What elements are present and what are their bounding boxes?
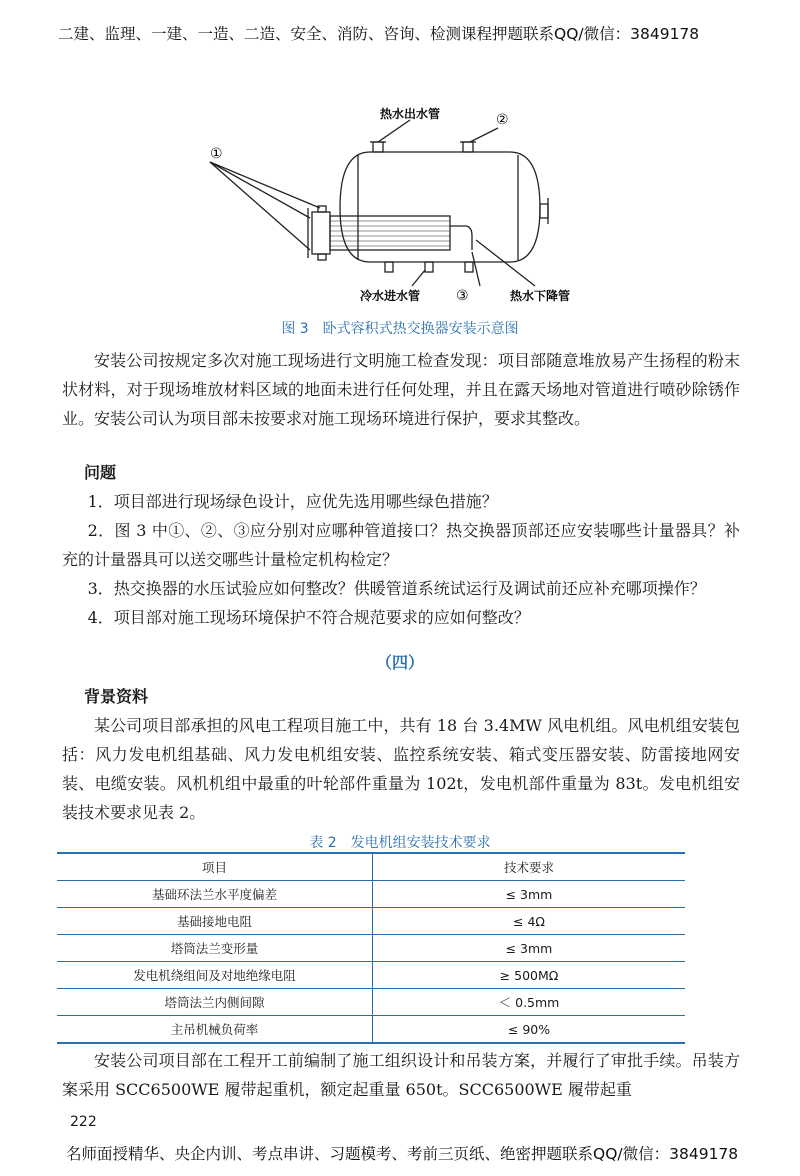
table-header-item: 项目: [57, 853, 373, 881]
questions-heading: 问题: [84, 463, 117, 482]
page-number: 222: [70, 1114, 97, 1130]
table-cell: ≤ 3mm: [373, 935, 686, 962]
table-row: [57, 881, 685, 908]
footer-banner: 名师面授精华、央企内训、考点串讲、习题模考、考前三页纸、绝密押题联系QQ/微信：3849178: [66, 1145, 739, 1163]
table-cell: 基础接地电阻: [57, 908, 373, 935]
mark-3: ③: [456, 288, 469, 304]
table-cell: ≤ 3mm: [373, 881, 686, 908]
table-cell: 主吊机械负荷率: [57, 1016, 373, 1044]
table-cell: ≤ 4Ω: [373, 908, 686, 935]
questions-block: [62, 458, 740, 632]
label-cold-water-inlet: 冷水进水管: [360, 289, 421, 303]
table-cell: 基础环法兰水平度偏差: [57, 881, 373, 908]
section-marker: （四）: [375, 653, 424, 672]
table-row: [57, 989, 685, 1016]
table-cell: ≤ 90%: [373, 1016, 686, 1044]
table-cell: 塔筒法兰内侧间隙: [57, 989, 373, 1016]
table-header-requirement: 技术要求: [373, 853, 686, 881]
table-cell: 发电机绕组间及对地绝缘电阻: [57, 962, 373, 989]
question-4: 4．项目部对施工现场环境保护不符合规范要求的应如何整改？: [87, 608, 530, 627]
paragraph-inspection: 安装公司按规定多次对施工现场进行文明施工检查发现：项目部随意堆放易产生扬程的粉末状材料，对于现场堆放材料区域的地面未进行任何处理，并且在露天场地对管道进行喷砂除锈作业。安装公司认为项目部未按要求对施工现场环境进行保护，要求其整改。: [62, 351, 740, 428]
table-caption: 表 2 发电机组安装技术要求: [309, 835, 491, 851]
table-header-row: [57, 853, 685, 881]
tank-shell: [340, 152, 540, 262]
header-banner: 二建、监理、一建、一造、二造、安全、消防、咨询、检测课程押题联系QQ/微信：3849178: [58, 25, 700, 43]
spec-table: [57, 852, 685, 1044]
table-row: [57, 935, 685, 962]
table-row: [57, 908, 685, 935]
table-row: [57, 962, 685, 989]
label-hot-water-downpipe: 热水下降管: [510, 289, 571, 303]
mark-2: ②: [496, 112, 509, 128]
mark-1: ①: [210, 146, 223, 162]
table-cell: ≥ 500MΩ: [373, 962, 686, 989]
paragraph-lifting: 安装公司项目部在工程开工前编制了施工组织设计和吊装方案，并履行了审批手续。吊装方案采用 SCC6500WE 履带起重机，额定起重量 650t。SCC6500WE 履带起重: [62, 1051, 740, 1099]
table-cell: 塔筒法兰变形量: [57, 935, 373, 962]
paragraph-background: 某公司项目部承担的风电工程项目施工中，共有 18 台 3.4MW 风电机组。风电机组安装包括：风力发电机组基础、风力发电机组安装、监控系统安装、箱式变压器安装、防雷接地网安装、电缆安装。风机机组中最重的叶轮部件重量为 102t，发电机部件重量为 83t。发电机组安装技术要求见表 2。: [62, 716, 740, 822]
figure-caption: 图 3 卧式容积式热交换器安装示意图: [281, 321, 519, 337]
table-row: [57, 1016, 685, 1044]
table-cell: ＜ 0.5mm: [373, 989, 686, 1016]
question-2: 2．图 3 中①、②、③应分别对应哪种管道接口？热交换器顶部还应安装哪些计量器具？补充的计量器具可以送交哪些计量检定机构检定？: [62, 521, 740, 569]
question-3: 3．热交换器的水压试验应如何整改？供暖管道系统试运行及调试前还应补充哪项操作？: [87, 579, 706, 598]
background-block: [62, 682, 740, 827]
background-heading: 背景资料: [84, 687, 149, 706]
label-hot-water-outlet: 热水出水管: [380, 107, 441, 121]
question-1: 1．项目部进行现场绿色设计，应优先选用哪些绿色措施？: [87, 492, 498, 511]
heat-exchanger-diagram: [180, 100, 600, 310]
